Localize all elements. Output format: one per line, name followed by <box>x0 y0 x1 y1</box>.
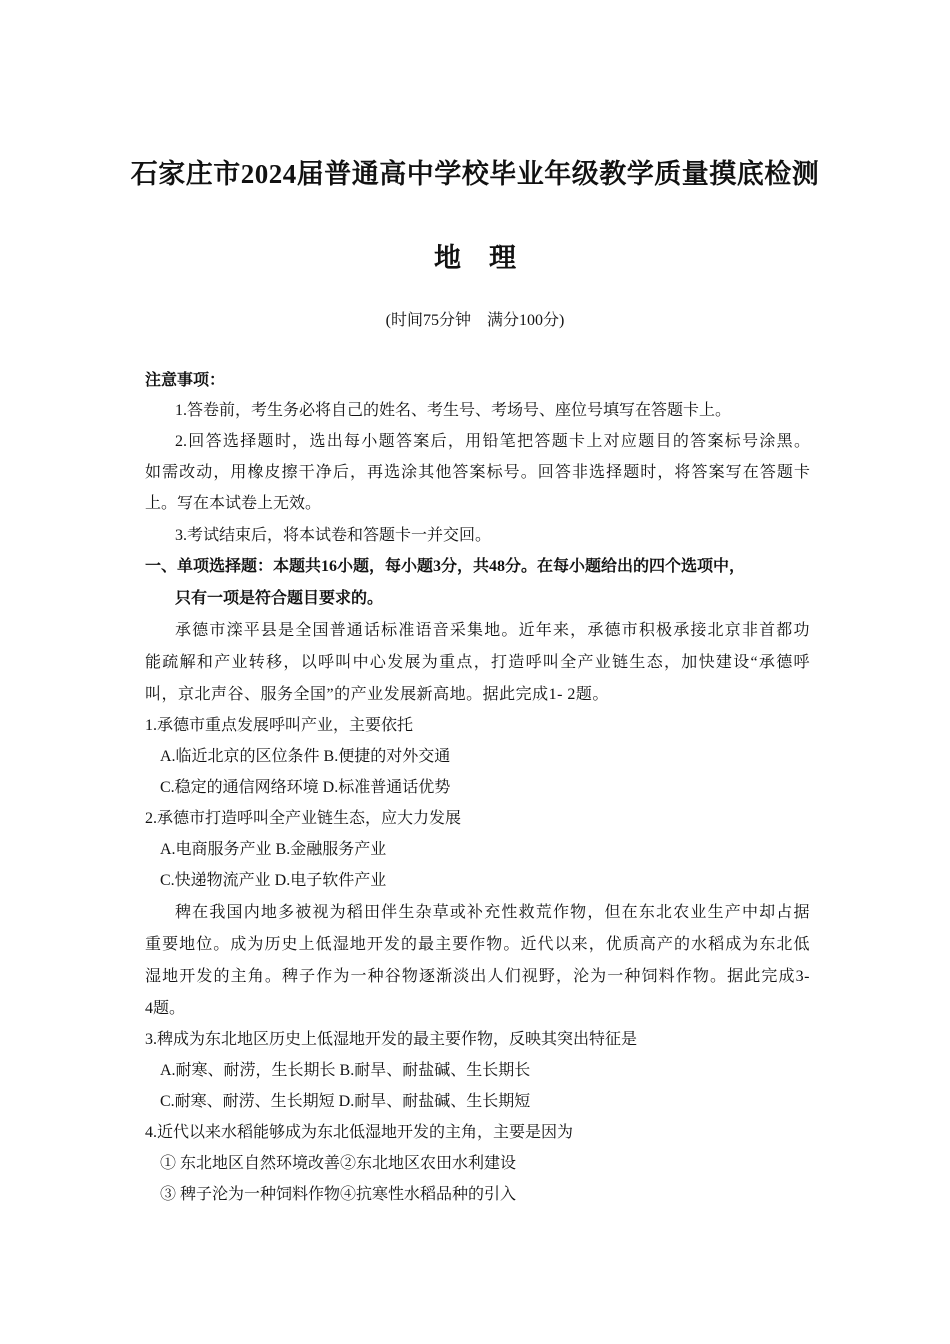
question-1-options-ab: A.临近北京的区位条件 B.便捷的对外交通 <box>160 748 451 765</box>
section-1-heading: 一、单项选择题：本题共16小题，每小题3分，共48分。在每小题给出的四个选项中， <box>145 558 746 575</box>
section-1-heading-cont: 只有一项是符合题目要求的。 <box>175 590 384 607</box>
question-2-options-cd: C.快递物流产业 D.电子软件产业 <box>160 872 387 889</box>
notice-item-2: 2.回答选择题时，选出每小题答案后，用铅笔把答题卡上对应题目的答案标号涂黑。 <box>175 433 810 450</box>
exam-time-score: (时间75分钟 满分100分) <box>385 312 565 329</box>
subject-char-2: 理 <box>489 243 516 273</box>
subject-char-1: 地 <box>434 243 461 273</box>
subject-title <box>0 236 950 275</box>
passage-2-line-3: 湿地开发的主角。稗子作为一种谷物逐渐淡出人们视野，沦为一种饲料作物。据此完成3- <box>145 968 810 985</box>
notice-item-2-end: 上。写在本试卷上无效。 <box>145 495 322 512</box>
question-3-options-cd: C.耐寒、耐涝、生长期短 D.耐旱、耐盐碱、生长期短 <box>160 1093 531 1110</box>
question-4-options-12: ① 东北地区自然环境改善②东北地区农田水利建设 <box>160 1155 517 1172</box>
notice-heading: 注意事项： <box>145 372 226 389</box>
notice-item-2-cont: 如需改动，用橡皮擦干净后，再选涂其他答案标号。回答非选择题时，将答案写在答题卡 <box>145 464 810 481</box>
passage-2-line-4: 4题。 <box>145 1000 186 1017</box>
question-2-options-ab: A.电商服务产业 B.金融服务产业 <box>160 841 387 858</box>
notice-item-1: 1.答卷前，考生务必将自己的姓名、考生号、考场号、座位号填写在答题卡上。 <box>175 402 732 419</box>
question-3-options-ab: A.耐寒、耐涝，生长期长 B.耐旱、耐盐碱、生长期长 <box>160 1062 531 1079</box>
question-2-stem: 2.承德市打造呼叫全产业链生态，应大力发展 <box>145 810 462 827</box>
passage-2-line-1: 稗在我国内地多被视为稻田伴生杂草或补充性救荒作物，但在东北农业生产中却占据 <box>175 904 810 921</box>
question-1-stem: 1.承德市重点发展呼叫产业，主要依托 <box>145 717 414 734</box>
question-3-stem: 3.稗成为东北地区历史上低湿地开发的最主要作物，反映其突出特征是 <box>145 1031 638 1048</box>
question-4-options-34: ③ 稗子沦为一种饲料作物④抗寒性水稻品种的引入 <box>160 1186 517 1203</box>
passage-1-line-2: 能疏解和产业转移，以呼叫中心发展为重点，打造呼叫全产业链生态，加快建设“承德呼 <box>145 654 810 671</box>
notice-item-3: 3.考试结束后，将本试卷和答题卡一并交回。 <box>175 527 492 544</box>
exam-title: 石家庄市2024届普通高中学校毕业年级教学质量摸底检测 <box>130 159 820 189</box>
question-1-options-cd: C.稳定的通信网络环境 D.标准普通话优势 <box>160 779 451 796</box>
passage-2-line-2: 重要地位。成为历史上低湿地开发的最主要作物。近代以来，优质高产的水稻成为东北低 <box>145 936 810 953</box>
question-4-stem: 4.近代以来水稻能够成为东北低湿地开发的主角，主要是因为 <box>145 1124 574 1141</box>
passage-1-line-1: 承德市滦平县是全国普通话标准语音采集地。近年来，承德市积极承接北京非首都功 <box>175 622 810 639</box>
passage-1-line-3: 叫，京北声谷、服务全国”的产业发展新高地。据此完成1- 2题。 <box>145 686 609 703</box>
